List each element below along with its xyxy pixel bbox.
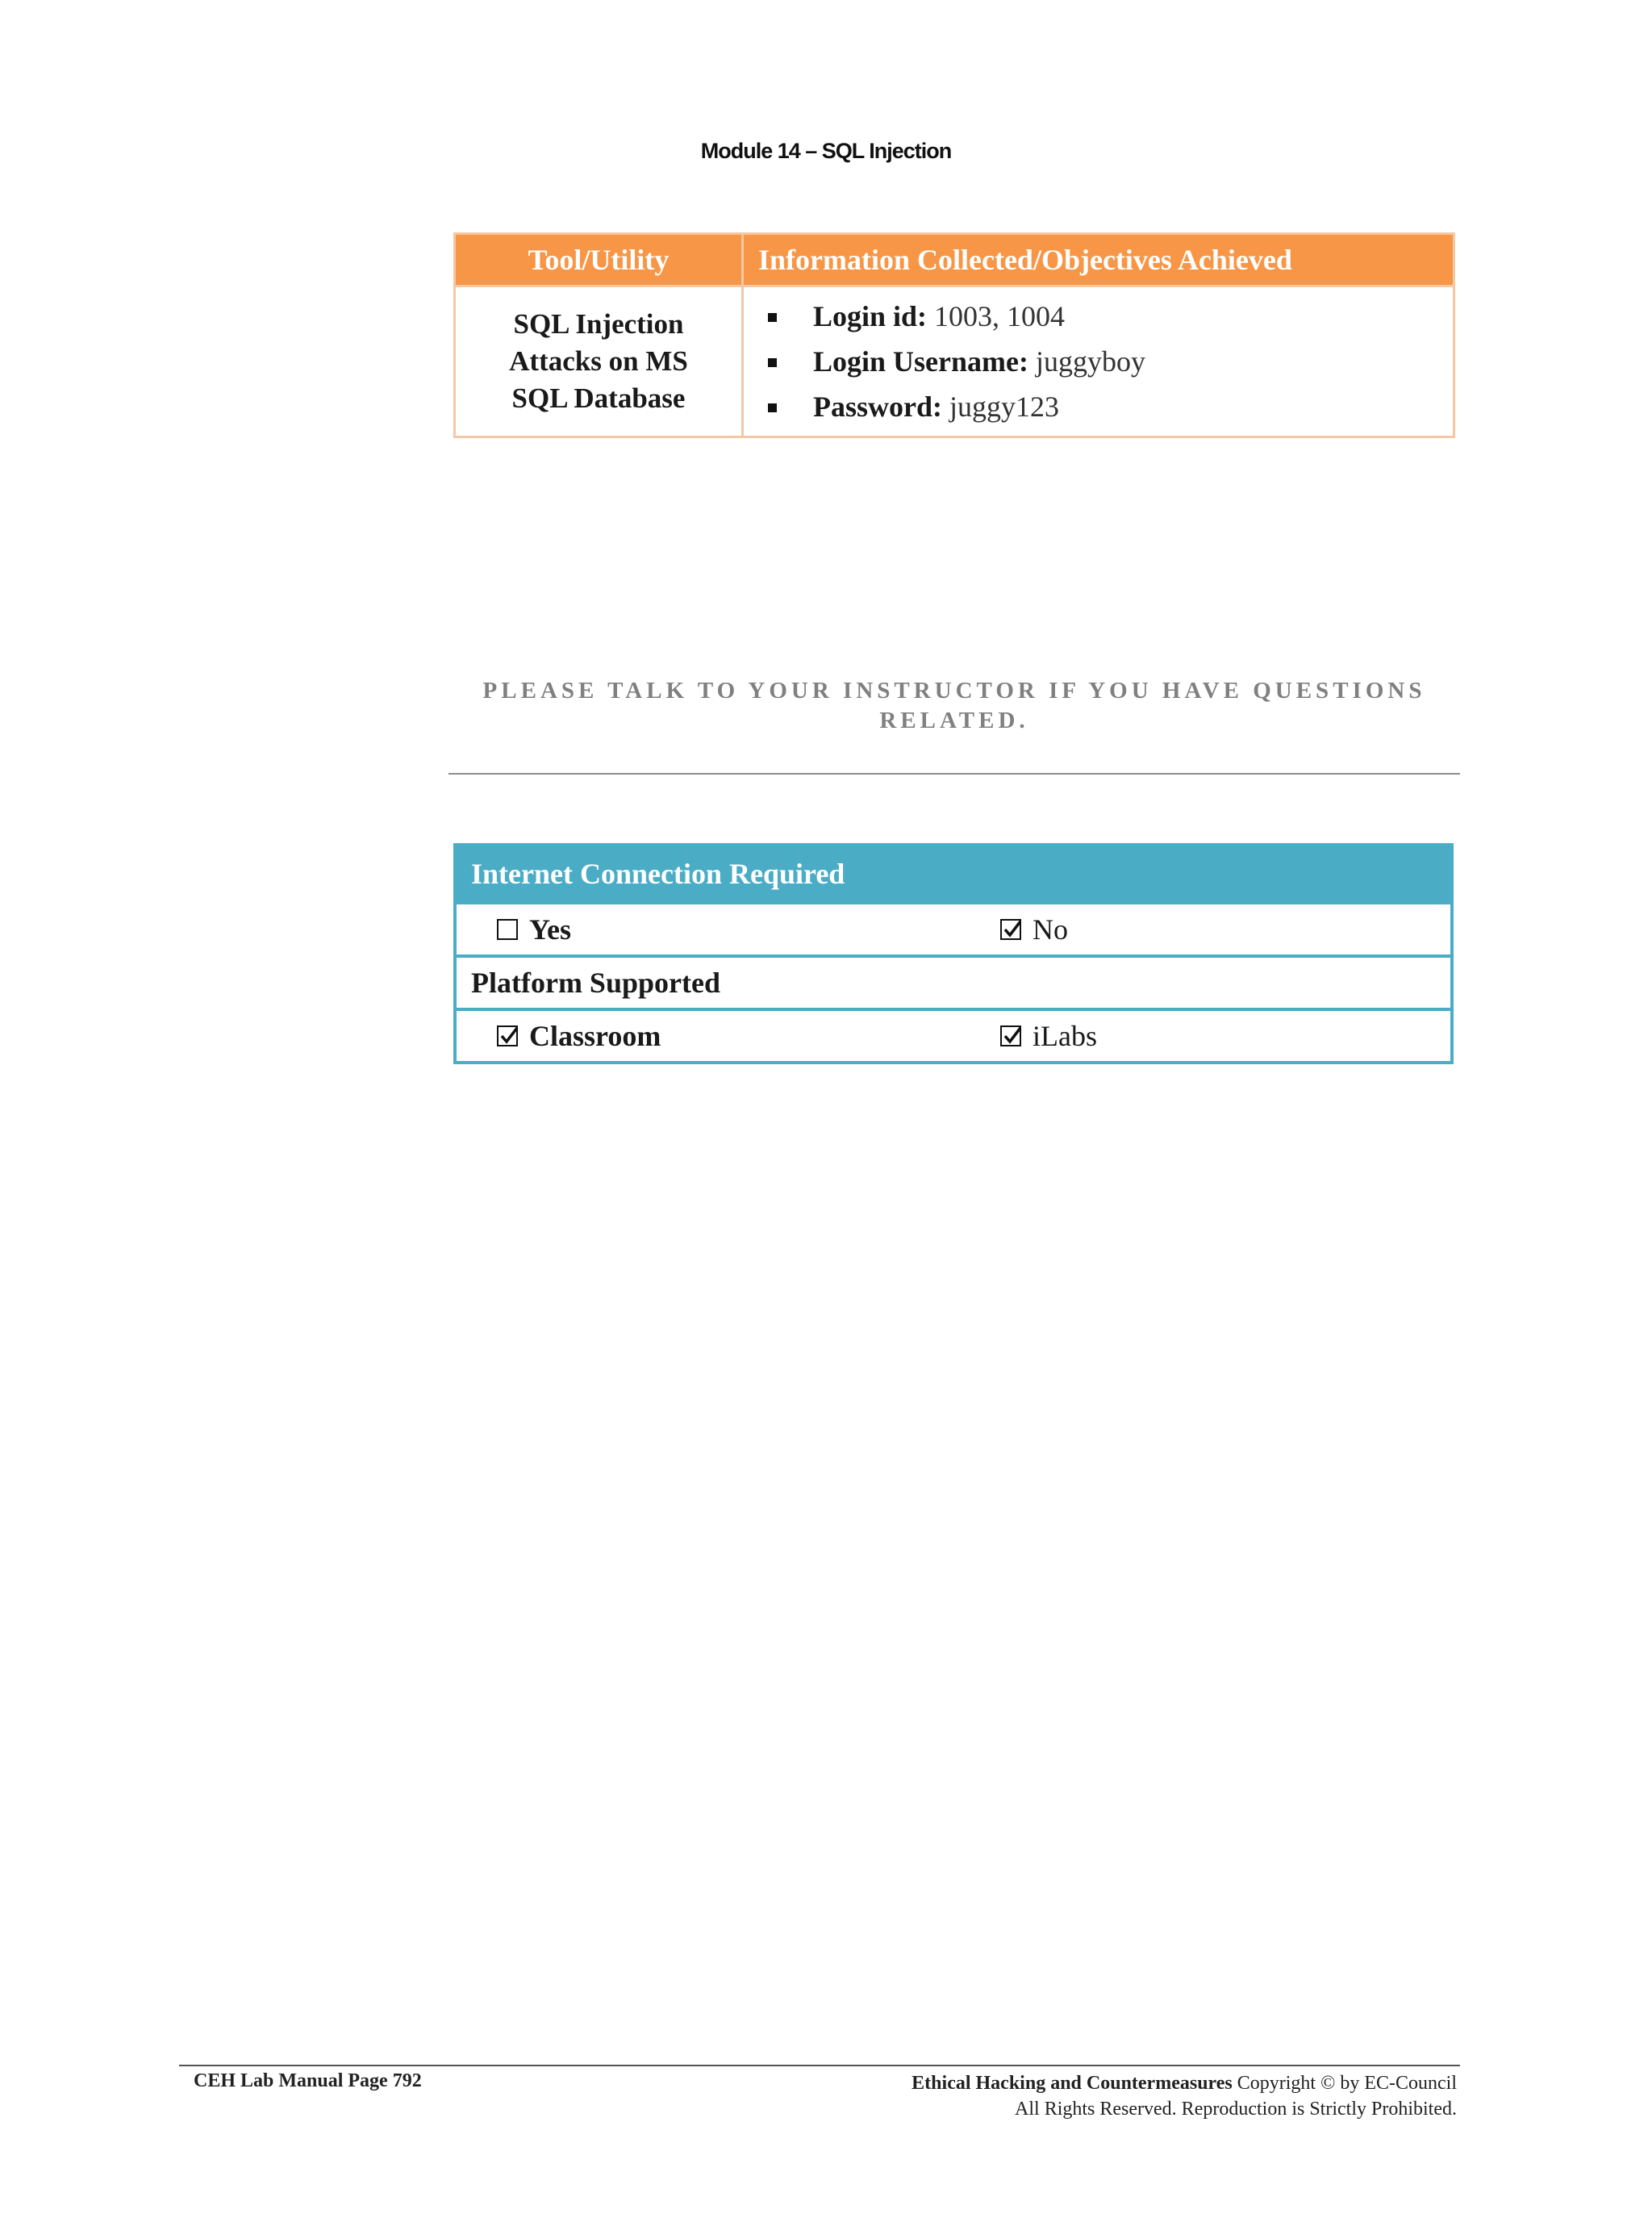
option-yes: [471, 913, 571, 946]
tool-name-line: Attacks on MS: [509, 345, 688, 377]
module-title: Module 14 – SQL Injection: [700, 139, 952, 163]
option-label: Classroom: [529, 1019, 661, 1052]
internet-connection-title: Internet Connection Required: [455, 845, 1452, 903]
option-label: iLabs: [1032, 1019, 1097, 1052]
info-item-value: 1003, 1004: [934, 300, 1066, 332]
tool-name-line: SQL Database: [511, 382, 686, 414]
option-cell: [455, 903, 986, 956]
unchecked-box-icon: [497, 919, 518, 940]
results-table-header: [455, 234, 1454, 286]
checked-box-icon: [497, 1025, 518, 1046]
info-item-label: Login Username:: [813, 345, 1028, 378]
option-label: Yes: [529, 913, 571, 946]
tool-name-line: SQL Injection: [513, 308, 684, 340]
option-cell: [986, 903, 1452, 956]
notice-line: RELATED.: [879, 708, 1029, 733]
notice-line: PLEASE TALK TO YOUR INSTRUCTOR IF YOU HAVE QUESTIONS: [482, 678, 1426, 704]
checked-box-icon: [1000, 919, 1021, 940]
internet-header-row: [455, 845, 1452, 903]
results-table: [453, 232, 1455, 438]
info-list: [758, 294, 1438, 429]
footer-copyright: [912, 2070, 1457, 2122]
square-bullet-icon: [768, 358, 777, 367]
platform-options-row: [455, 1009, 1452, 1063]
internet-options-row: [455, 903, 1452, 956]
copyright-line: [912, 2070, 1457, 2096]
platform-header-row: [455, 956, 1452, 1009]
option-classroom: [471, 1019, 661, 1053]
info-item-password: [758, 384, 1438, 429]
instructor-notice: [453, 676, 1455, 736]
option-no: [1000, 913, 1068, 946]
info-cell: [743, 286, 1454, 437]
requirements-table: [453, 843, 1454, 1064]
rights-line: All Rights Reserved. Reproduction is Strictly Prohibited.: [1015, 2099, 1457, 2120]
option-ilabs: [1000, 1019, 1097, 1053]
footer-page-label: CEH Lab Manual Page 792: [194, 2070, 422, 2091]
info-item-label: Login id:: [813, 300, 928, 332]
info-item-value: juggy123: [949, 391, 1060, 423]
column-header-tool: Tool/Utility: [455, 234, 743, 286]
square-bullet-icon: [768, 313, 777, 322]
copyright-text: Copyright © by EC-Council: [1232, 2073, 1457, 2094]
info-item-label: Password:: [813, 391, 942, 423]
option-cell: [455, 1009, 986, 1063]
square-bullet-icon: [768, 403, 777, 412]
section-divider: [448, 773, 1460, 775]
option-label: No: [1032, 913, 1068, 946]
info-item-login-id: [758, 294, 1438, 339]
tool-name-cell: [455, 286, 743, 437]
option-cell: [986, 1009, 1452, 1063]
results-table-row: [455, 286, 1454, 437]
checked-box-icon: [1000, 1025, 1021, 1046]
info-item-login-username: [758, 339, 1438, 384]
column-header-info: Information Collected/Objectives Achieved: [743, 234, 1454, 286]
footer-rule: [179, 2065, 1460, 2066]
info-item-value: juggyboy: [1035, 345, 1145, 378]
copyright-title: Ethical Hacking and Countermeasures: [912, 2073, 1233, 2094]
platform-supported-title: Platform Supported: [455, 956, 1452, 1009]
